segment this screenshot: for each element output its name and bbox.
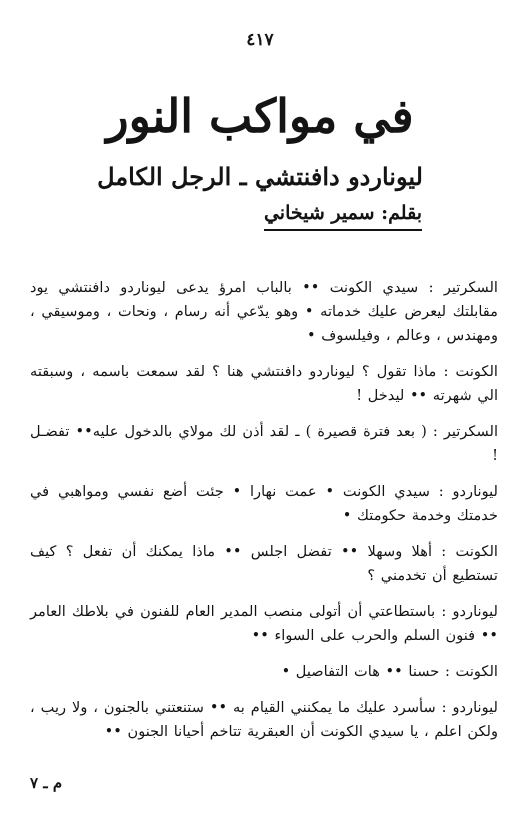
speaker-name: السكرتير :: [432, 423, 499, 440]
dialogue-line: [30, 420, 498, 468]
dialogue-text: سيدي الكونت •• بالباب امرؤ يدعى ليوناردو دافنتشي يود مقابلتك ليعرض عليك خدماته • وهو يدّعي أنه رسام ، ونحات ، وموسيقي ، ومهندس ، وعالم ، وفيلسوف •: [30, 279, 498, 344]
speaker-name: الكونت :: [441, 543, 498, 560]
speaker-name: ليوناردو :: [438, 483, 498, 500]
dialogue-text: ( بعد فترة قصيرة ) ـ لقد أذن لك مولاي بالدخول عليه•• تفضـل !: [30, 423, 498, 464]
dialogue-text: ماذا تقول ؟ ليوناردو دافنتشي هنا ؟ لقد سمعت باسمه ، وسبقته الي شهرته •• ليدخل !: [30, 363, 498, 404]
dialogue-line: [30, 540, 498, 588]
speaker-name: السكرتير :: [428, 279, 498, 296]
dialogue-line: [30, 360, 498, 408]
speaker-name: ليوناردو :: [441, 603, 498, 620]
dialogue-line: [30, 480, 498, 528]
dialogue-text: أهلا وسهلا •• تفضل اجلس •• ماذا يمكنك أن تفعل ؟ كيف تستطيع أن تخدمني ؟: [30, 543, 498, 584]
speaker-name: الكونت :: [444, 663, 498, 680]
dialogue-line: [30, 660, 498, 684]
dialogue-line: [30, 276, 498, 348]
speaker-name: ليوناردو :: [441, 699, 498, 716]
dialogue-line: [30, 600, 498, 648]
dialogue-text: سيدي الكونت • عمت نهارا • جئت أضع نفسي ومواهبي في خدمتك وخدمة حكومتك •: [30, 483, 498, 524]
article-subtitle: ليوناردو دافنتشي ـ الرجل الكامل: [97, 162, 423, 191]
signature-mark: م ـ ٧: [30, 774, 63, 792]
speaker-name: الكونت :: [443, 363, 498, 380]
dialogue-text: باستطاعتي أن أتولى منصب المدير العام للفنون في بلاطك العامر •• فنون السلم والحرب على السواء ••: [30, 603, 498, 644]
page-number: ٤١٧: [246, 30, 274, 50]
article-title: في مواكب النور: [106, 89, 414, 143]
dialogue-body: [30, 276, 498, 756]
dialogue-line: [30, 696, 498, 744]
dialogue-text: سأسرد عليك ما يمكنني القيام به •• ستنعتني بالجنون ، ولا ريب ، ولكن اعلم ، يا سيدي الكونت أن العبقرية تتاخم أحيانا الجنون ••: [30, 699, 498, 740]
dialogue-text: حسنا •• هات التفاصيل •: [281, 663, 440, 680]
author-byline: بقلم: سمير شيخاني: [264, 198, 422, 231]
